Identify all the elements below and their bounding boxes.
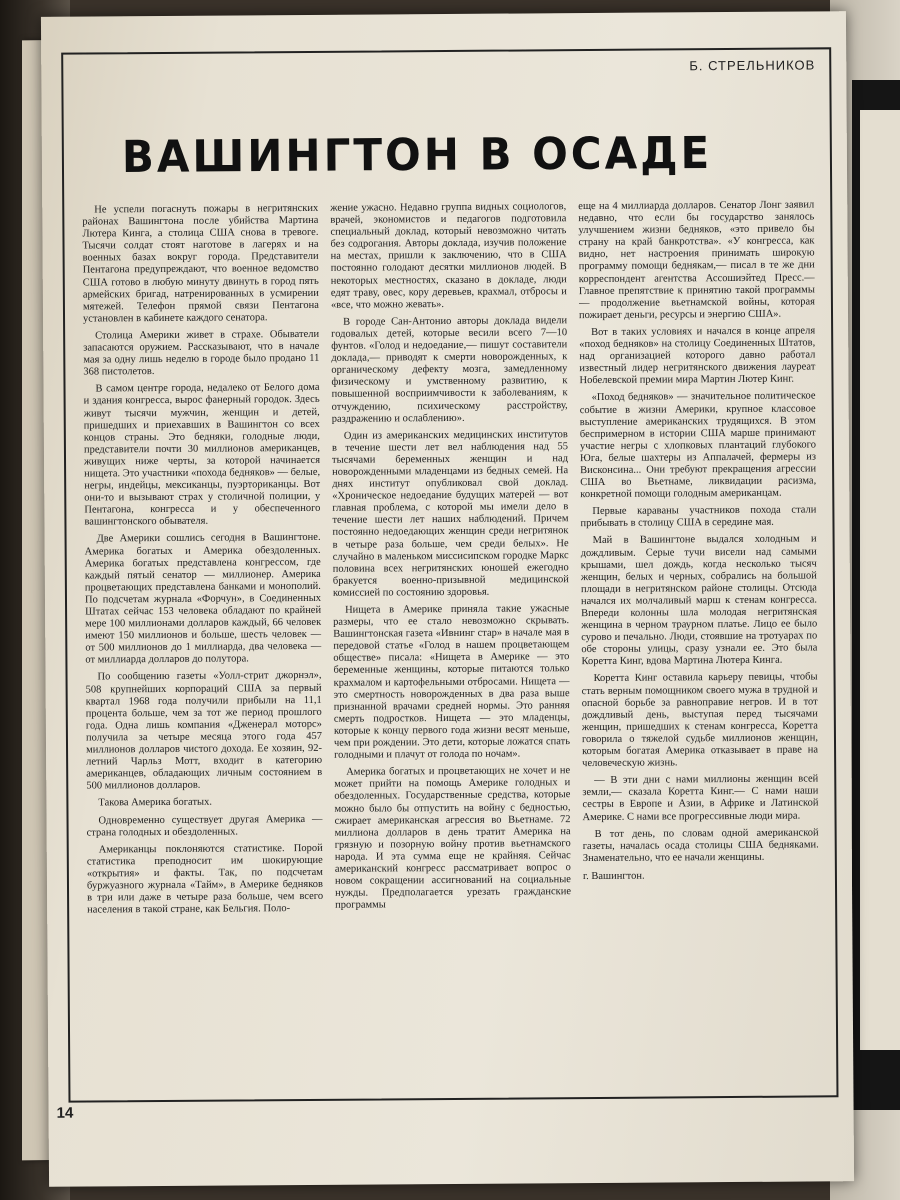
author-name: Б. СТРЕЛЬНИКОВ bbox=[689, 57, 816, 74]
page-number: 14 bbox=[56, 1104, 74, 1122]
paragraph: Один из американских медицинских институтов в течение шести лет вел наблюдения над 55 тысячами беременных женщин и над новорожденными младенцами из бедных семей. На днях институт опубликовал свой доклад. «Хроническое недоедание будущих матерей — вот главная проблема, с которой мы имели дело в течение шести лет наших наблюдений. Причем постоянно недоедающих женщин среди негритянок в четыре раза больше, чем среди белых». Не случайно в маленьком миссисипском городке Маркс половина всех негритянских юношей ежегодно бракуется военно-призывной медицинской комиссией по состоянию здоровья. bbox=[331, 428, 569, 599]
paragraph: В городе Сан-Антонио авторы доклада видели годовалых детей, которые весили всего 7—10 фунтов. «Голод и недоедание,— пишут составители доклада,— приводят к смерти новорожденных, к органическому дефекту мозга, замедленному физическому и умственному развитию, к повышенной восприимчивости к заболеваниям, к отчуждению, психическому расстройству, раздражению и ослаблению». bbox=[331, 315, 568, 425]
paragraph: Американцы поклоняются статистике. Порой статистика преподносит им шокирующие «открытия» и факты. Так, по подсчетам буржуазного журнала «Тайм», в Америке бедняков в три или даже в четыре раза больше, чем всего населения в такой стране, как Бельгия. Поло- bbox=[86, 842, 324, 916]
paragraph: Коретта Кинг оставила карьеру певицы, чтобы стать верным помощником своего мужа в трудной и опасной борьбе за равноправие негров. И в тот дождливый день, выступая перед тысячами женщин, пришедших к стенам конгресса, Коретта говорила о тяжелой судьбе миллионов женщин, которым богатая Америка отказывает в праве на человеческую жизнь. bbox=[581, 671, 819, 770]
paragraph: Одновременно существует другая Америка — страна голодных и обездоленных. bbox=[86, 813, 323, 839]
paragraph: В тот день, по словам одной американской газеты, началась осада столицы США бедняками. Знаменательно, что ее начали женщины. bbox=[582, 827, 819, 864]
paragraph: Нищета в Америке приняла такие ужасные размеры, что ее стало невозможно скрывать. Вашингтонская газета «Ивнинг стар» в начале мая в передовой статье «Голод в нашем процветающем обществе» писала: «Нищета в Америке — это беременные женщины, которые питаются только крахмалом и картофельными отбросами. Нищета — это смертность новорожденных в два раза выше признанной врачами средней нормы. Это ранняя смерть подростков. Нищета — это младенцы, которые к концу первого года жизни весят меньше, чем при рождении. Это дети, которые ложатся спать голодными и плачут от голода по ночам». bbox=[333, 603, 571, 761]
paragraph: По сообщению газеты «Уолл-стрит джорнэл», 508 крупнейших корпораций США за первый квартал 1968 года получили прибыли на 11,1 процента больше, чем за тот же период прошлого года. Одна лишь компания «Дженерал моторс» получила за четыре месяца этого года 457 миллионов долларов чистого дохода. Ее хозяин, 92-летний Чарльз Мотт, входит в категорию американцев, обладающих личным состоянием в 500 миллионов долларов. bbox=[85, 670, 323, 792]
paragraph: Май в Вашингтоне выдался холодным и дождливым. Серые тучи висели над самыми крышами, шел дождь, когда несколько тысяч женщин, белых и черных, собрались на большой площади в негритянском районе столицы. Отсюда начался их молчаливый марш к стенам конгресса. Впереди колонны шла молодая негритянская женщина в черном траурном платье. Лицо ее было сурово и печально. Люди, стоявшие на тротуарах по обе стороны улицы, сразу узнали ее. Это была Коретта Кинг, вдова Мартина Лютера Кинга. bbox=[580, 533, 818, 668]
paragraph: Такова Америка богатых. bbox=[98, 797, 212, 809]
paragraph: Столица Америки живет в страхе. Обыватели запасаются оружием. Рассказывают, что в начале мая за одну лишь неделю в городе было продано 11 368 пистолетов. bbox=[83, 328, 320, 378]
paragraph: «Поход бедняков» — значительное политическое событие в жизни Америки, крупное классовое выступление американских трудящихся. В этом беспримерном в истории США марше принимают участие негры с хлопковых плантаций глубокого Юга, белые шахтеры из Аппалачей, фермеры из Висконсина... Они требуют прекращения агрессии США во Вьетнаме, ликвидации расизма, конкретной помощи голодным американцам. bbox=[579, 390, 817, 501]
paragraph: Не успели погаснуть пожары в негритянских районах Вашингтона после убийства Мартина Лютера Кинга, а столица США снова в тревоге. Тысячи солдат стоят наготове в лагерях и на военных базах вокруг города. Представители Пентагона предупреждают, что военное ведомство США готово в любую минуту двинуть в город пять армейских бригад, натренированных в усмирении мятежей. Телефон прямой связи Пентагона установлен в кабинете каждого сенатора. bbox=[82, 202, 319, 325]
paragraph: еще на 4 миллиарда долларов. Сенатор Лонг заявил недавно, что если бы государство занялось улучшением жизни бедняков, «это привело бы страну на край банкротства». «У конгресса, как видно, нет настроения принимать широкую программу помощи беднякам,— писал в те же дни корреспондент агентства Ассошиэйтед Пресс.— Главное препятствие к принятию такой программы — продолжение вьетнамской войны, которая пожирает деньги, ресурсы и энергию США». bbox=[578, 199, 815, 321]
dateline: г. Вашингтон. bbox=[582, 870, 645, 882]
paragraph: Америка богатых и процветающих не хочет и не может прийти на помощь Америке голодных и обездоленных. Государственные средства, которые можно было бы отпустить на войну с бедностью, сжирает американская агрессия во Вьетнаме. 72 миллиона долларов в день тратит Америка на грязную и позорную войну против вьетнамского народа. И эта сумма еще не крайняя. Сейчас американский конгресс рассматривает вопрос о новом сокращении ассигнований на социальные нужды. Предполагается урезать гражданские программы bbox=[334, 765, 572, 912]
column-2 bbox=[330, 201, 572, 1083]
article-body bbox=[82, 199, 820, 1084]
adjacent-page-border bbox=[852, 80, 900, 1110]
paragraph: В самом центре города, недалеко от Белого дома и здания конгресса, вырос фанерный городок. Здесь живут тысячи мужчин, женщин и детей, пришедших и приехавших в Вашингтон со всех концов страны. Это бедняки, голодные люди, представители почти 30 миллионов американцев, живущих ниже черты, за которой начинается нищета. Это участники «похода бедняков» — белые, негры, индейцы, мексиканцы, пуэрториканцы. Вот они-то и вызывают страх у столичной полиции, у Пентагона, конгресса и у обеспеченного вашингтонского обывателя. bbox=[83, 382, 321, 528]
paragraph: жение ужасно. Недавно группа видных социологов, врачей, экономистов и педагогов подготовила специальный доклад, который невозможно читать без содрогания. Авторы доклада, изучив положение на местах, пришли к заключению, что в США постоянно голодают десятки миллионов людей. В некоторых местностях, сказано в докладе, люди едят траву, овес, кору деревьев, крахмал, отбросы и «все, что можно жевать». bbox=[330, 201, 567, 311]
paragraph: Первые караваны участников похода стали прибывать в столицу США в середине мая. bbox=[580, 504, 817, 530]
article-frame bbox=[61, 47, 838, 1102]
column-3 bbox=[578, 199, 820, 1081]
paragraph: — В эти дни с нами миллионы женщин всей земли,— сказала Коретта Кинг.— С нами наши сестры в Европе и Азии, в Африке и Латинской Америке. С нами все прогрессивные люди мира. bbox=[582, 773, 819, 823]
magazine-page bbox=[41, 11, 854, 1187]
article-title: ВАШИНГТОН В ОСАДЕ bbox=[121, 126, 713, 183]
column-1 bbox=[82, 203, 324, 1085]
paragraph: Две Америки сошлись сегодня в Вашингтоне. Америка богатых и Америка обездоленных. Америка богатых представлена конгрессом, где каждый пятый сенатор — миллионер. Америка процветающих представлена банками и монополий. По подсчетам журнала «Форчун», в Соединенных Штатах сейчас 153 человека обладают по крайней мере 100 миллионами долларов каждый, 66 человек имеют 150 миллионов и больше, шесть человек — от 500 миллионов до 1 миллиарда, два человека — от миллиарда долларов до полутора. bbox=[84, 532, 322, 666]
paragraph: Вот в таких условиях и начался в конце апреля «поход бедняков» на столицу Соединенных Штатов, над организацией которого давно работал известный лидер негритянского движения лауреат Нобелевской премии мира Мартин Лютер Кинг. bbox=[579, 325, 816, 387]
